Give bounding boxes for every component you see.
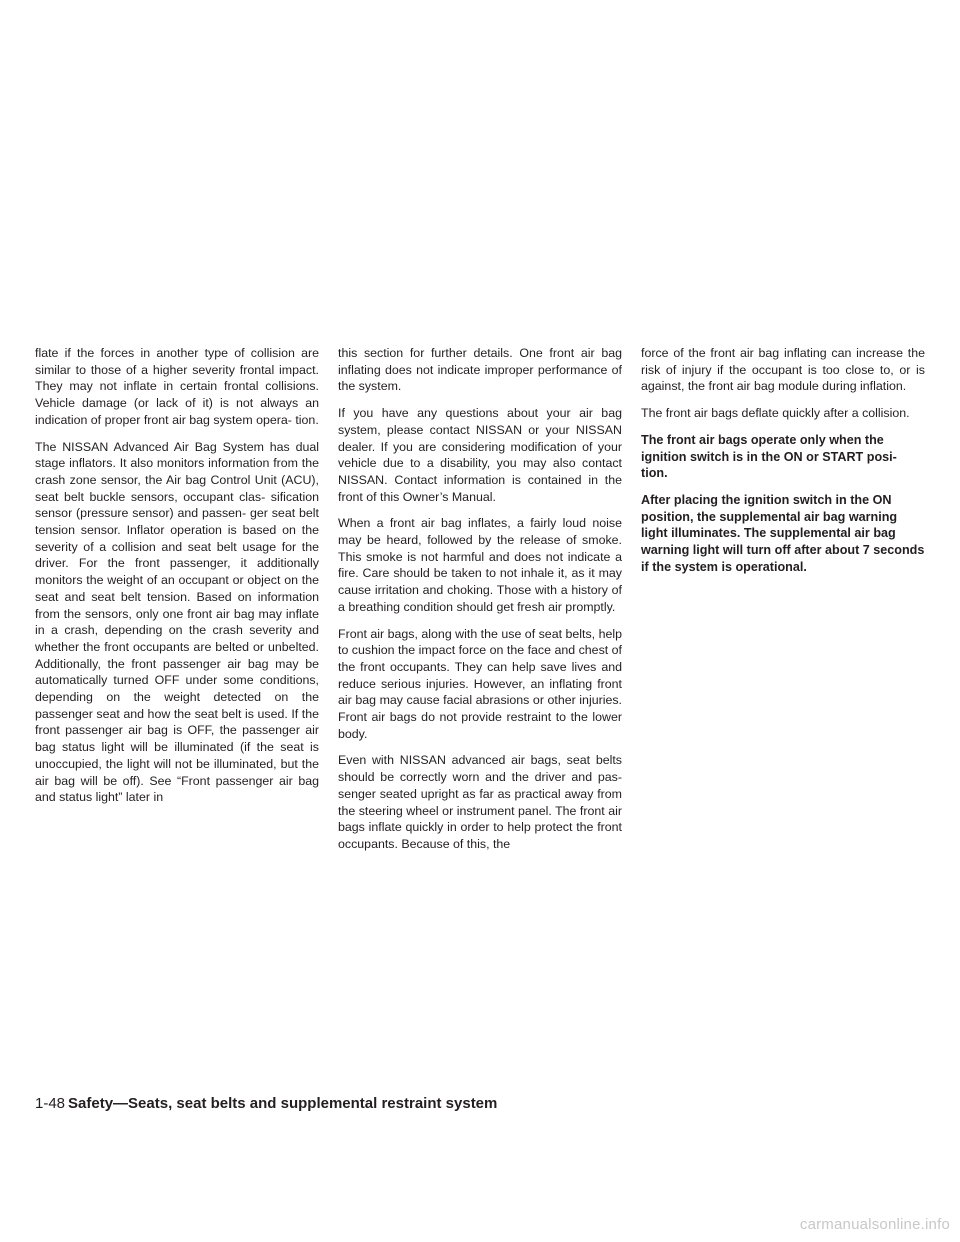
section-title: Safety—Seats, seat belts and supplemental restraint system — [68, 1095, 498, 1112]
paragraph: The front air bags deflate quickly after a collision. — [641, 406, 910, 421]
paragraph: Even with NISSAN advanced air bags, seat belts should be correctly worn and the driver and pas- senger seated upright as far as practical away from the steering wheel or instrument panel. The front air bags inflate quickly in order to help protect the front occupants. Because of this, the — [338, 753, 622, 851]
paragraph: Front air bags, along with the use of seat belts, help to cushion the impact force on the face and chest of the front occupants. They can help save lives and reduce serious injuries. However, an inflating front air bag may cause facial abrasions or other injuries. Front air bags do not provide restraint to the lower body. — [338, 626, 622, 741]
text-column-2 — [338, 345, 622, 863]
paragraph: When a front air bag inflates, a fairly loud noise may be heard, followed by the release of smoke. This smoke is not harmful and does not indicate a fire. Care should be taken to not inhale it, as it may cause irritation and choking. Those with a history of a breathing condition should get fresh air promptly. — [338, 516, 622, 614]
bold-notice-paragraph: The front air bags operate only when the ignition switch is in the ON or START posi- tion. — [641, 432, 897, 481]
paragraph: If you have any questions about your air bag system, please contact NISSAN or your NISSAN dealer. If you are considering modification of your vehicle due to a disability, you may also contact NISSAN. Contact information is contained in the front of this Owner’s Manual. — [338, 406, 622, 504]
watermark-text: carmanualsonline.info — [799, 1216, 950, 1233]
text-column-1 — [35, 345, 319, 816]
page-number: 1-48 — [35, 1095, 66, 1112]
bold-notice-paragraph: After placing the ignition switch in the ON position, the supplemental air bag warning light illuminates. The supplemental air bag warning light will turn off after about 7 seconds if the system is operational. — [641, 492, 925, 574]
paragraph: force of the front air bag inflating can increase the risk of injury if the occupant is too close to, or is against, the front air bag module during inflation. — [641, 346, 925, 394]
text-column-3 — [641, 345, 925, 585]
paragraph: The NISSAN Advanced Air Bag System has dual stage inflators. It also monitors information from the crash zone sensor, the Air bag Control Unit (ACU), seat belt buckle sensors, occupant clas- sification sensor (pressure sensor) and passen- ger seat belt tension sensor. Inflator operation is based on the severity of a collision and seat belt usage for the driver. For the front passenger, it additionally monitors the weight of an occupant or object on the seat and seat belt tension. Based on information from the sensors, only one front air bag may inflate in a crash, depending on the crash severity and whether the front occupants are belted or unbelted. Additionally, the front passenger air bag may be automatically turned OFF under some conditions, depending on the weight detected on the passenger seat and how the seat belt is used. If the front passenger air bag is OFF, the passenger air bag status light will be illuminated (if the seat is unoccupied, the light will not be illuminated, but the air bag will be off). See “Front passenger air bag and status light” later in — [35, 439, 319, 805]
paragraph: flate if the forces in another type of collision are similar to those of a higher severity frontal impact. They may not inflate in certain frontal collisions. Vehicle damage (or lack of it) is not always an indication of proper front air bag system opera- tion. — [35, 346, 319, 427]
page-footer — [35, 1094, 497, 1114]
paragraph: this section for further details. One front air bag inflating does not indicate improper performance of the system. — [338, 346, 622, 394]
